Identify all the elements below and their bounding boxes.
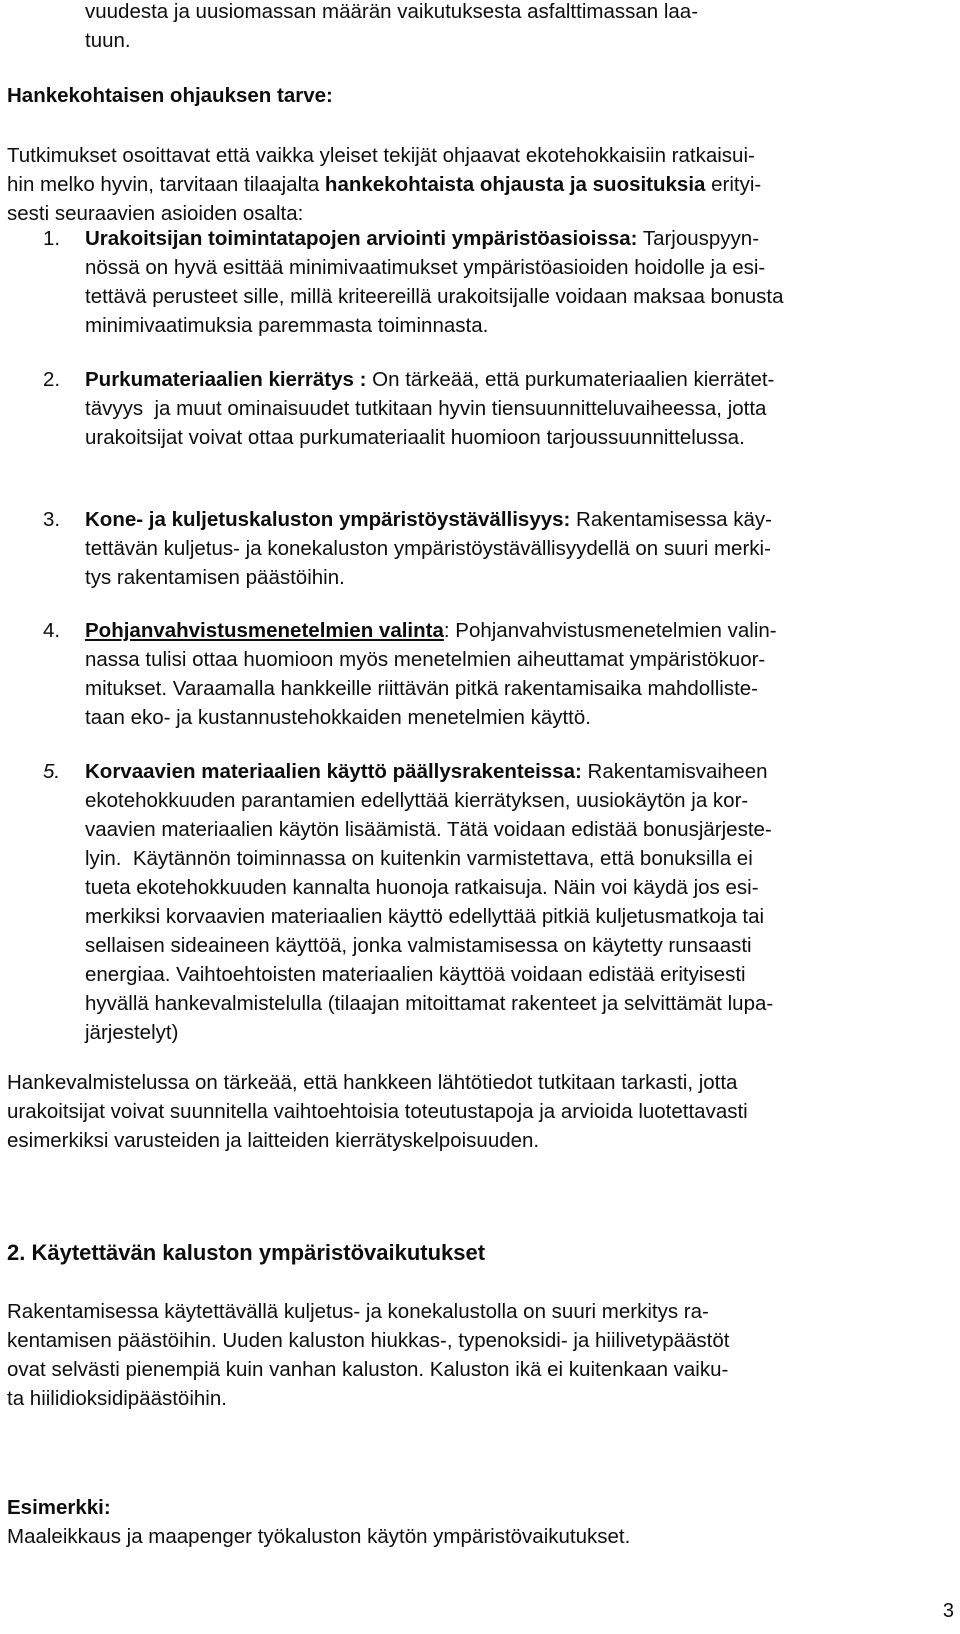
text-line: kentamisen päästöihin. Uuden kaluston hiukkas-, typenoksidi- ja hiilivetypäästöt: [7, 1329, 730, 1352]
text-line: tys rakentamisen päästöihin.: [85, 566, 345, 589]
text-line: Rakentamisessa käytettävällä kuljetus- ja konekalustolla on suuri merkitys ra-: [7, 1300, 709, 1323]
intro-paragraph: [7, 141, 761, 228]
text-span: erityi-: [705, 173, 762, 196]
text-span: Pohjanvahvistusmenetelmien valin-: [449, 619, 777, 642]
item-title: Pohjanvahvistusmenetelmien valinta: [85, 619, 444, 642]
text-line: nössä on hyvä esittää minimivaatimukset ympäristöasioiden hoidolle ja esi-: [85, 256, 766, 279]
text-line: [7, 170, 761, 199]
example-label: Esimerkki:: [7, 1496, 111, 1519]
body-paragraph: [7, 1068, 748, 1155]
text-line: [85, 224, 784, 253]
list-item: [85, 616, 777, 732]
text-line: energiaa. Vaihtoehtoisten materiaalien käyttöä voidaan edistää erityisesti: [85, 963, 746, 986]
example-text: Maaleikkaus ja maapenger työkaluston käytön ympäristövaikutukset.: [7, 1525, 631, 1548]
text-span: Rakentamisessa käy-: [570, 508, 773, 531]
text-span: Rakentamisvaiheen: [581, 760, 768, 783]
list-item: [85, 224, 784, 340]
item-number: 1.: [43, 227, 61, 250]
section-heading: Hankekohtaisen ohjauksen tarve:: [7, 84, 333, 107]
body-paragraph: [7, 1297, 729, 1413]
item-title: Korvaavien materiaalien käyttö päällysrakenteissa:: [85, 760, 582, 783]
list-item: [85, 757, 773, 1047]
text-line: ovat selvästi pienempiä kuin vanhan kaluston. Kaluston ikä ei kuitenkaan vaiku-: [7, 1358, 729, 1381]
text-span: hin melko hyvin, tarvitaan tilaajalta: [7, 173, 325, 196]
intro-tail-paragraph: [85, 0, 698, 55]
text-line: hyvällä hankevalmistelulla (tilaajan mitoittamat rakenteet ja selvittämät lupa-: [85, 992, 774, 1015]
text-line: Tutkimukset osoittavat että vaikka yleiset tekijät ohjaavat ekotehokkaisiin ratkaisui-: [7, 144, 755, 167]
text-line: tueta ekotehokkuuden kannalta huonoja ratkaisuja. Näin voi käydä jos esi-: [85, 876, 759, 899]
item-title: Kone- ja kuljetuskaluston ympäristöystävällisyys:: [85, 508, 571, 531]
text-line: [85, 757, 773, 786]
item-number: 3.: [43, 508, 61, 531]
section-heading-2: 2. Käytettävän kaluston ympäristövaikutukset: [7, 1240, 486, 1265]
page-number: 3: [942, 1600, 954, 1622]
text-span: :: [443, 619, 450, 642]
text-line: [85, 365, 774, 394]
text-line: urakoitsijat voivat suunnitella vaihtoehtoisia toteutustapoja ja arvioida luotettavasti: [7, 1100, 748, 1123]
text-line: sesti seuraavien asioiden osalta:: [7, 202, 304, 225]
text-line: nassa tulisi ottaa huomioon myös menetelmien aiheuttamat ympäristökuor-: [85, 648, 766, 671]
text-line: lyin. Käytännön toiminnassa on kuitenkin varmistettava, että bonuksilla ei: [85, 847, 753, 870]
text-line: esimerkiksi varusteiden ja laitteiden kierrätyskelpoisuuden.: [7, 1129, 540, 1152]
item-title: Purkumateriaalien kierrätys :: [85, 368, 367, 391]
text-line: tettävä perusteet sille, millä kriteereillä urakoitsijalle voidaan maksaa bonusta: [85, 285, 784, 308]
text-line: urakoitsijat voivat ottaa purkumateriaalit huomioon tarjoussuunnittelussa.: [85, 426, 745, 449]
text-line: vaavien materiaalien käytön lisäämistä. Tätä voidaan edistää bonusjärjeste-: [85, 818, 772, 841]
emphasis-text: hankekohtaista ohjausta ja suosituksia: [324, 173, 706, 196]
example-block: [7, 1493, 630, 1551]
item-number: 5.: [43, 760, 61, 783]
text-line: mitukset. Varaamalla hankkeille riittävän pitkä rakentamisaika mahdolliste-: [85, 677, 758, 700]
list-item: [85, 365, 774, 452]
text-line: tuun.: [85, 29, 131, 52]
text-line: tettävän kuljetus- ja konekaluston ympäristöystävällisyydellä on suuri merki-: [85, 537, 771, 560]
text-line: [85, 616, 777, 645]
text-line: järjestelyt): [85, 1021, 179, 1044]
item-number: 2.: [43, 368, 61, 391]
text-span: Tarjouspyyn-: [637, 227, 760, 250]
text-line: ta hiilidioksidipäästöihin.: [7, 1387, 227, 1410]
item-title: Urakoitsijan toimintatapojen arviointi ympäristöasioissa:: [85, 227, 638, 250]
list-item: [85, 505, 772, 592]
text-line: tävyys ja muut ominaisuudet tutkitaan hyvin tiensuunnitteluvaiheessa, jotta: [85, 397, 767, 420]
text-line: sellaisen sideaineen käyttöä, jonka valmistamisessa on käytetty runsaasti: [85, 934, 752, 957]
text-span: On tärkeää, että purkumateriaalien kierrätet-: [366, 368, 775, 391]
text-line: ekotehokkuuden parantamien edellyttää kierrätyksen, uusiokäytön ja kor-: [85, 789, 749, 812]
text-line: [85, 505, 772, 534]
text-line: taan eko- ja kustannustehokkaiden menetelmien käyttö.: [85, 706, 591, 729]
text-line: Hankevalmistelussa on tärkeää, että hankkeen lähtötiedot tutkitaan tarkasti, jotta: [7, 1071, 738, 1094]
item-number: 4.: [43, 619, 61, 642]
text-line: merkiksi korvaavien materiaalien käyttö edellyttää pitkiä kuljetusmatkoja tai: [85, 905, 765, 928]
text-line: minimivaatimuksia paremmasta toiminnasta.: [85, 314, 489, 337]
text-line: vuudesta ja uusiomassan määrän vaikutuksesta asfalttimassan laa-: [85, 0, 699, 23]
